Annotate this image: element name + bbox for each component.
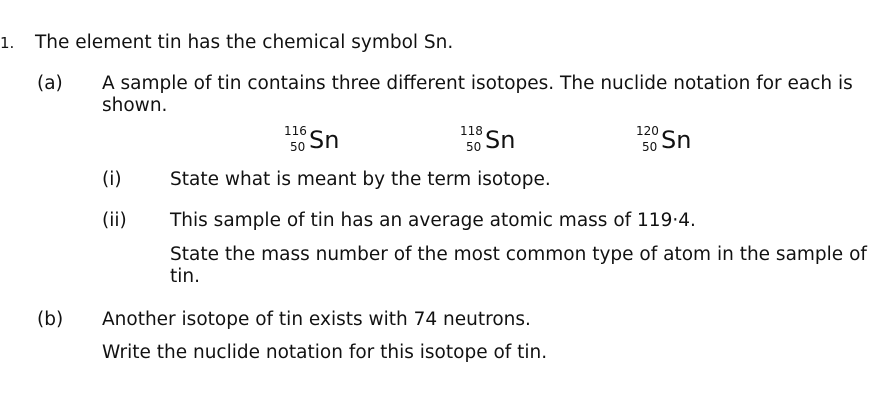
question-number: 1. bbox=[0, 34, 15, 52]
nuclide-sn-116 bbox=[282, 121, 362, 161]
sub-i-label: (i) bbox=[102, 169, 122, 190]
atomic-number: 50 bbox=[642, 140, 658, 154]
nuclide-sn-120 bbox=[634, 121, 714, 161]
part-b-text2: Write the nuclide notation for this isotope of tin. bbox=[102, 342, 548, 363]
element-symbol: Sn bbox=[661, 126, 692, 154]
part-a-text-line2: shown. bbox=[102, 95, 168, 116]
nuclide-sn-118 bbox=[458, 121, 538, 161]
mass-number: 118 bbox=[460, 124, 483, 138]
mass-number: 116 bbox=[284, 124, 307, 138]
sub-i-text: State what is meant by the term isotope. bbox=[170, 169, 551, 190]
atomic-number: 50 bbox=[290, 140, 306, 154]
element-symbol: Sn bbox=[485, 126, 516, 154]
sub-ii-label: (ii) bbox=[102, 210, 127, 231]
sub-ii-text2-line2: tin. bbox=[170, 266, 200, 287]
sub-ii-text: This sample of tin has an average atomic mass of 119·4. bbox=[170, 210, 696, 231]
part-b-text: Another isotope of tin exists with 74 neutrons. bbox=[102, 309, 531, 330]
part-b-label: (b) bbox=[37, 309, 64, 330]
atomic-number: 50 bbox=[466, 140, 482, 154]
question-stem: The element tin has the chemical symbol Sn. bbox=[35, 32, 454, 53]
sub-ii-text2-line1: State the mass number of the most common type of atom in the sample of bbox=[170, 244, 867, 265]
part-a-text-line1: A sample of tin contains three different isotopes. The nuclide notation for each is bbox=[102, 73, 853, 94]
part-a-label: (a) bbox=[37, 73, 63, 94]
element-symbol: Sn bbox=[309, 126, 340, 154]
mass-number: 120 bbox=[636, 124, 659, 138]
